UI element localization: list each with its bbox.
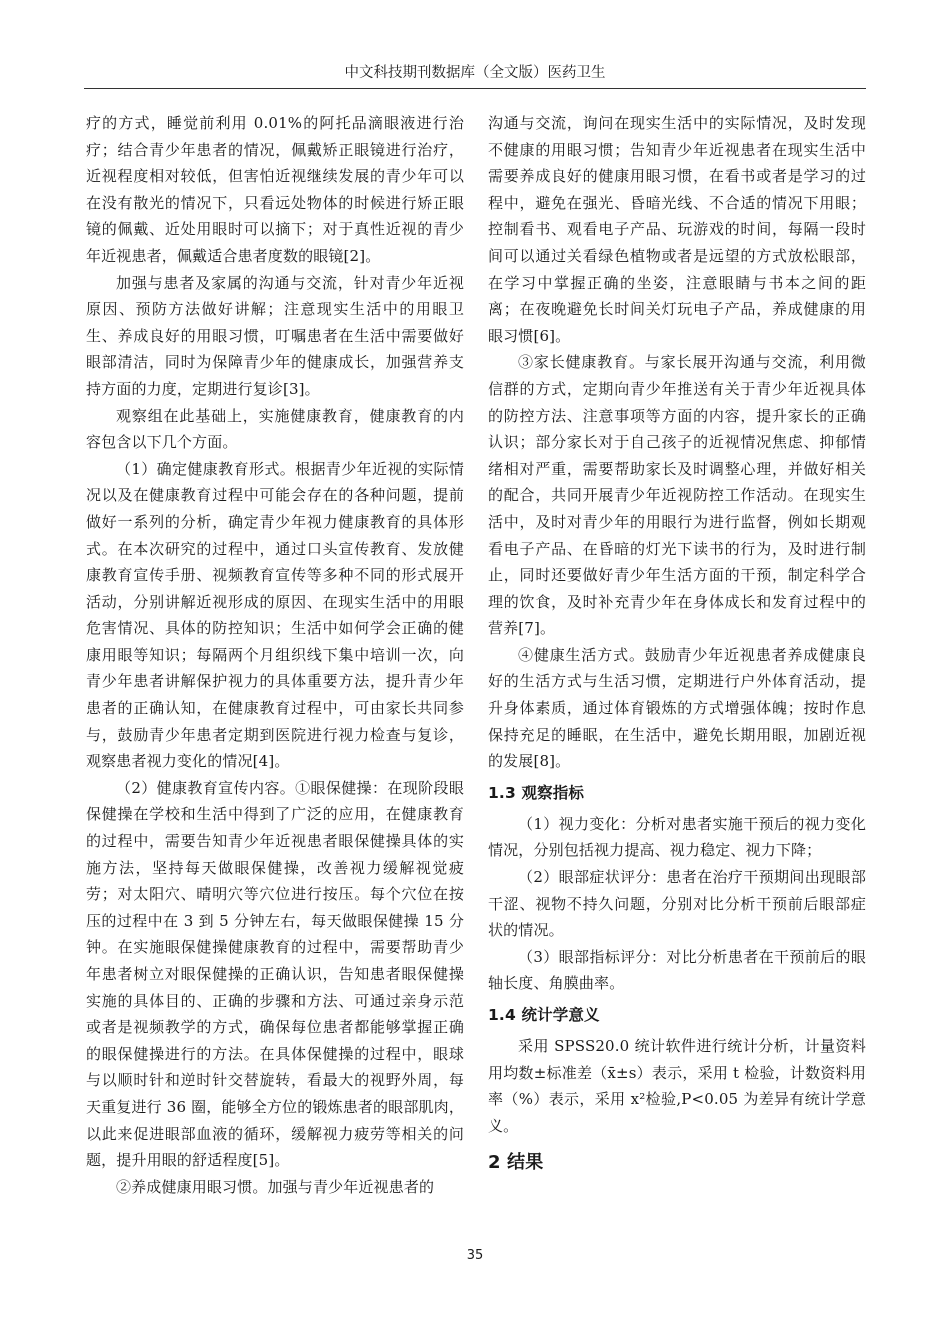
paragraph: 采用 SPSS20.0 统计软件进行统计分析，计量资料用均数±标准差（x̄±s）表示，采用 t 检验，计数资料用率（%）表示，采用 x²检验,P<0.05 为差异有统计学意义。: [488, 1037, 866, 1135]
paragraph: （1）视力变化：分析对患者实施干预后的视力变化情况，分别包括视力提高、视力稳定、视力下降；: [488, 814, 866, 860]
paragraph: ③家长健康教育。与家长展开沟通与交流，利用微信群的方式，定期向青少年推送有关于青少年近视具体的防控方法、注意事项等方面的内容，提升家长的正确认识；部分家长对于自己孩子的近视情况焦虑、抑郁情绪相对严重，需要帮助家长及时调整心理，并做好相关的配合，共同开展青少年近视防控工作活动。在现实生活中，及时对青少年的用眼行为进行监督，例如长期观看电子产品、在昏暗的灯光下读书的行为，及时进行制止，同时还要做好青少年生活方面的干预，制定科学合理的饮食，及时补充青少年在身体成长和发育过程中的营养[7]。: [488, 353, 866, 638]
left-column: [86, 110, 464, 1200]
paragraph: 沟通与交流，询问在现实生活中的实际情况，及时发现不健康的用眼习惯；告知青少年近视患者在现实生活中需要养成良好的健康用眼习惯，在看书或者是学习的过程中，避免在强光、昏暗光线、不合适的情况下用眼；控制看书、观看电子产品、玩游戏的时间，每隔一段时间可以通过关看绿色植物或者是远望的方式放松眼部，在学习中掌握正确的坐姿，注意眼睛与书本之间的距离；在夜晚避免长时间关灯玩电子产品，养成健康的用眼习惯[6]。: [488, 114, 866, 345]
paragraph: （3）眼部指标评分：对比分析患者在干预前后的眼轴长度、角膜曲率。: [488, 947, 866, 993]
paragraph: 加强与患者及家属的沟通与交流，针对青少年近视原因、预防方法做好讲解；注意现实生活中的用眼卫生、养成良好的用眼习惯，叮嘱患者在生活中需要做好眼部清洁，同时为保障青少年的健康成长，加强营养支持方面的力度，定期进行复诊[3]。: [86, 273, 464, 398]
paragraph: ④健康生活方式。鼓励青少年近视患者养成健康良好的生活方式与生活习惯，定期进行户外体育活动，提升身体素质，通过体育锻炼的方式增强体魄；按时作息保持充足的睡眠，在生活中，避免长期用眼，加剧近视的发展[8]。: [488, 645, 866, 771]
running-header: 中文科技期刊数据库（全文版）医药卫生: [84, 58, 866, 89]
page-number: 35: [466, 1248, 484, 1263]
paragraph: 观察组在此基础上，实施健康教育，健康教育的内容包含以下几个方面。: [86, 406, 464, 452]
paragraph: （1）确定健康教育形式。根据青少年近视的实际情况以及在健康教育过程中可能会存在的各种问题，提前做好一系列的分析，确定青少年视力健康教育的具体形式。在本次研究的过程中，通过口头宣传教育、发放健康教育宣传手册、视频教育宣传等多种不同的形式展开活动，分别讲解近视形成的原因、在现实生活中的用眼危害情况、具体的防控知识；生活中如何学会正确的健康用眼等知识；每隔两个月组织线下集中培训一次，向青少年患者讲解保护视力的具体重要方法，提升青少年患者的正确认知，在健康教育过程中，可由家长共同参与，鼓励青少年患者定期到医院进行视力检查与复诊，观察患者视力变化的情况[4]。: [86, 459, 464, 771]
paragraph: （2）眼部症状评分：患者在治疗干预期间出现眼部干涩、视物不持久问题，分别对比分析干预前后眼部症状的情况。: [488, 868, 866, 940]
section-heading-1-3: 1.3 观察指标: [488, 783, 585, 802]
paragraph: 疗的方式，睡觉前利用 0.01%的阿托品滴眼液进行治疗；结合青少年患者的情况，佩戴矫正眼镜进行治疗，近视程度相对较低，但害怕近视继续发展的青少年可以在没有散光的情况下，只看远处物体的时候进行矫正眼镜的佩戴、近处用眼时可以摘下；对于真性近视的青少年近视患者，佩戴适合患者度数的眼镜[2]。: [86, 114, 464, 265]
paragraph: （2）健康教育宣传内容。①眼保健操：在现阶段眼保健操在学校和生活中得到了广泛的应用，在健康教育的过程中，需要告知青少年近视患者眼保健操具体的实施方法，坚持每天做眼保健操，改善视力缓解视觉疲劳；对太阳穴、晴明穴等穴位进行按压。每个穴位在按压的过程中在 3 到 5 分钟左右，每天做眼保健操 15 分钟。在实施眼保健操健康教育的过程中，需要帮助青少年患者树立对眼保健操的正确认识，告知患者眼保健操实施的具体目的、正确的步骤和方法、可通过亲身示范或者是视频教学的方式，确保每位患者都能够掌握正确的眼保健操进行的方法。在具体保健操的过程中，眼球与以顺时针和逆时针交替旋转，看最大的视野外周，每天重复进行 36 圈，能够全方位的锻炼患者的眼部肌肉，以此来促进眼部血液的循环，缓解视力疲劳等相关的问题，提升用眼的舒适程度[5]。: [86, 778, 464, 1170]
right-column: [488, 110, 866, 1179]
section-heading-1-4: 1.4 统计学意义: [488, 1006, 600, 1024]
section-heading-2: 2 结果: [488, 1152, 544, 1174]
paragraph: ②养成健康用眼习惯。加强与青少年近视患者的: [116, 1177, 435, 1196]
